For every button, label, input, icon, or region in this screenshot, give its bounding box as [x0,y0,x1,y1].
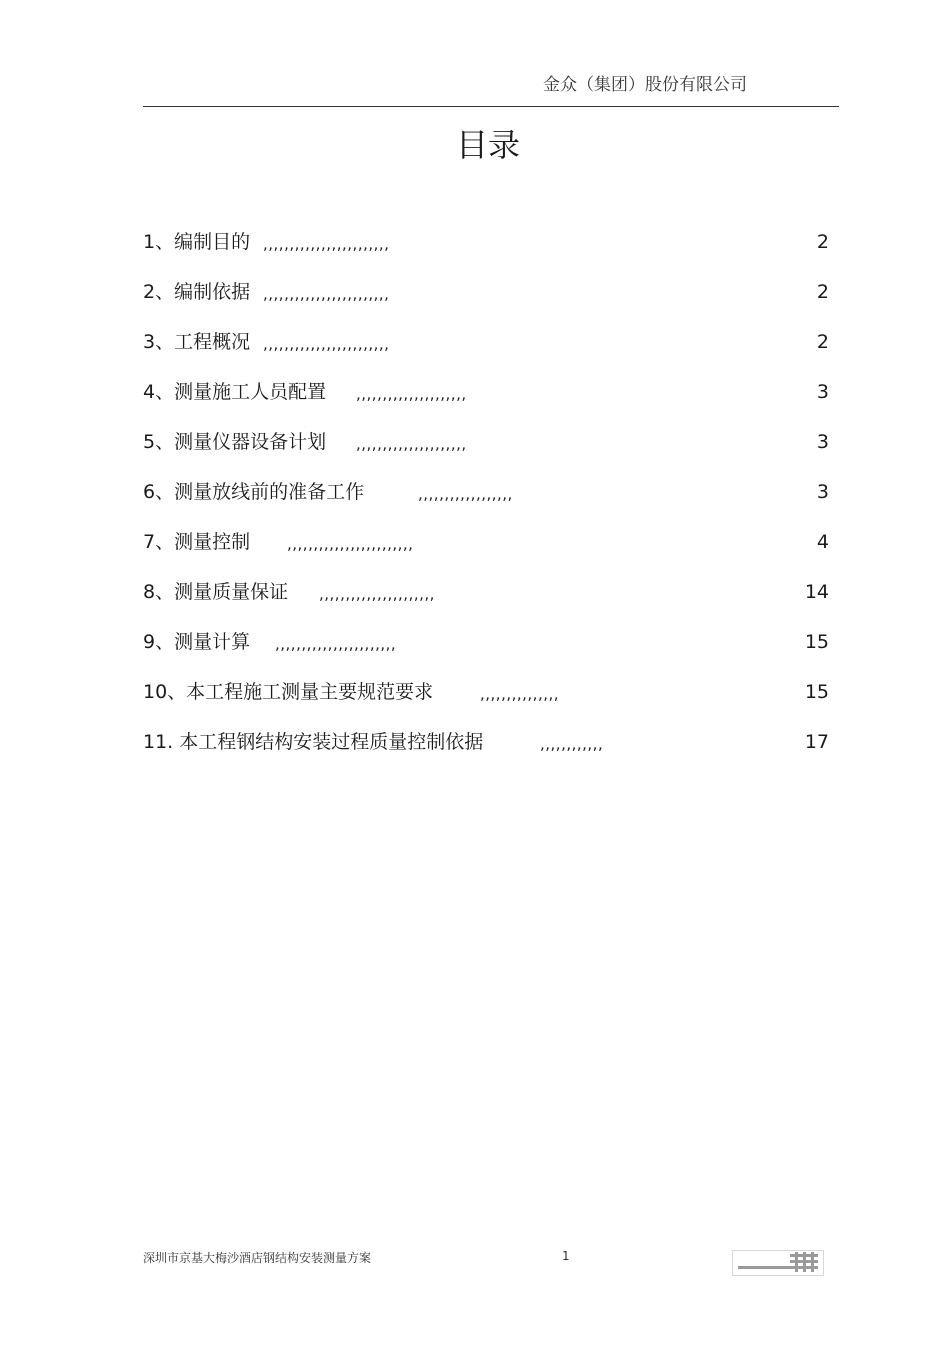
toc-entry-page: 15 [804,631,829,653]
toc-entry-11[interactable] [143,726,829,776]
footer-document-title: 深圳市京基大梅沙酒店钢结构安装测量方案 [143,1251,372,1265]
toc-entry-label: 10、本工程施工测量主要规范要求 [143,681,434,703]
toc-entry-9[interactable] [143,626,829,676]
toc-entry-10[interactable] [143,676,829,726]
toc-entry-label: 5、测量仪器设备计划 [143,431,327,453]
toc-entry-page: 3 [816,431,829,453]
toc-entry-label: 6、测量放线前的准备工作 [143,481,365,503]
table-of-contents [143,226,829,776]
toc-entry-page: 2 [816,331,829,353]
footer-page-number: 1 [562,1249,570,1263]
toc-entry-leader: ,,,,,,,,,,,,,,,,,,,,,,,, [263,335,390,353]
toc-entry-page: 2 [816,231,829,253]
toc-entry-page: 14 [804,581,829,603]
company-logo-icon [732,1250,824,1276]
toc-entry-leader: ,,,,,,,,,,,,,,,,,,,,,,, [275,635,397,653]
toc-entry-leader: ,,,,,,,,,,,,,,,,,,,,,,,, [263,285,390,303]
toc-entry-page: 2 [816,281,829,303]
toc-entry-label: 2、编制依据 [143,281,251,303]
toc-entry-label: 1、编制目的 [143,231,251,253]
toc-entry-leader: ,,,,,,,,,,,,,,, [480,685,560,703]
toc-entry-1[interactable] [143,226,829,276]
toc-entry-page: 4 [816,531,829,553]
toc-entry-leader: ,,,,,,,,,,,,,,,,,,,,, [356,435,467,453]
toc-entry-5[interactable] [143,426,829,476]
toc-entry-2[interactable] [143,276,829,326]
header-divider [143,106,839,107]
toc-entry-label: 9、测量计算 [143,631,251,653]
toc-entry-leader: ,,,,,,,,,,,, [540,735,604,753]
toc-entry-3[interactable] [143,326,829,376]
toc-entry-leader: ,,,,,,,,,,,,,,,,,,,,,, [319,585,435,603]
toc-entry-page: 17 [804,731,829,753]
toc-entry-page: 3 [816,381,829,403]
toc-entry-label: 4、测量施工人员配置 [143,381,327,403]
toc-entry-label: 7、测量控制 [143,531,251,553]
toc-entry-leader: ,,,,,,,,,,,,,,,,,,,,,,,, [263,235,390,253]
toc-entry-label: 3、工程概况 [143,331,251,353]
toc-entry-leader: ,,,,,,,,,,,,,,,,,, [418,485,513,503]
toc-entry-page: 3 [816,481,829,503]
page-title: 目录 [455,126,520,164]
toc-entry-leader: ,,,,,,,,,,,,,,,,,,,,,,,, [287,535,414,553]
toc-entry-page: 15 [804,681,829,703]
toc-entry-leader: ,,,,,,,,,,,,,,,,,,,,, [356,385,467,403]
toc-entry-label: 8、测量质量保证 [143,581,289,603]
toc-entry-4[interactable] [143,376,829,426]
toc-entry-8[interactable] [143,576,829,626]
toc-entry-7[interactable] [143,526,829,576]
header-company-name: 金众（集团）股份有限公司 [543,75,747,95]
toc-entry-6[interactable] [143,476,829,526]
toc-entry-label: 11. 本工程钢结构安装过程质量控制依据 [143,731,484,753]
